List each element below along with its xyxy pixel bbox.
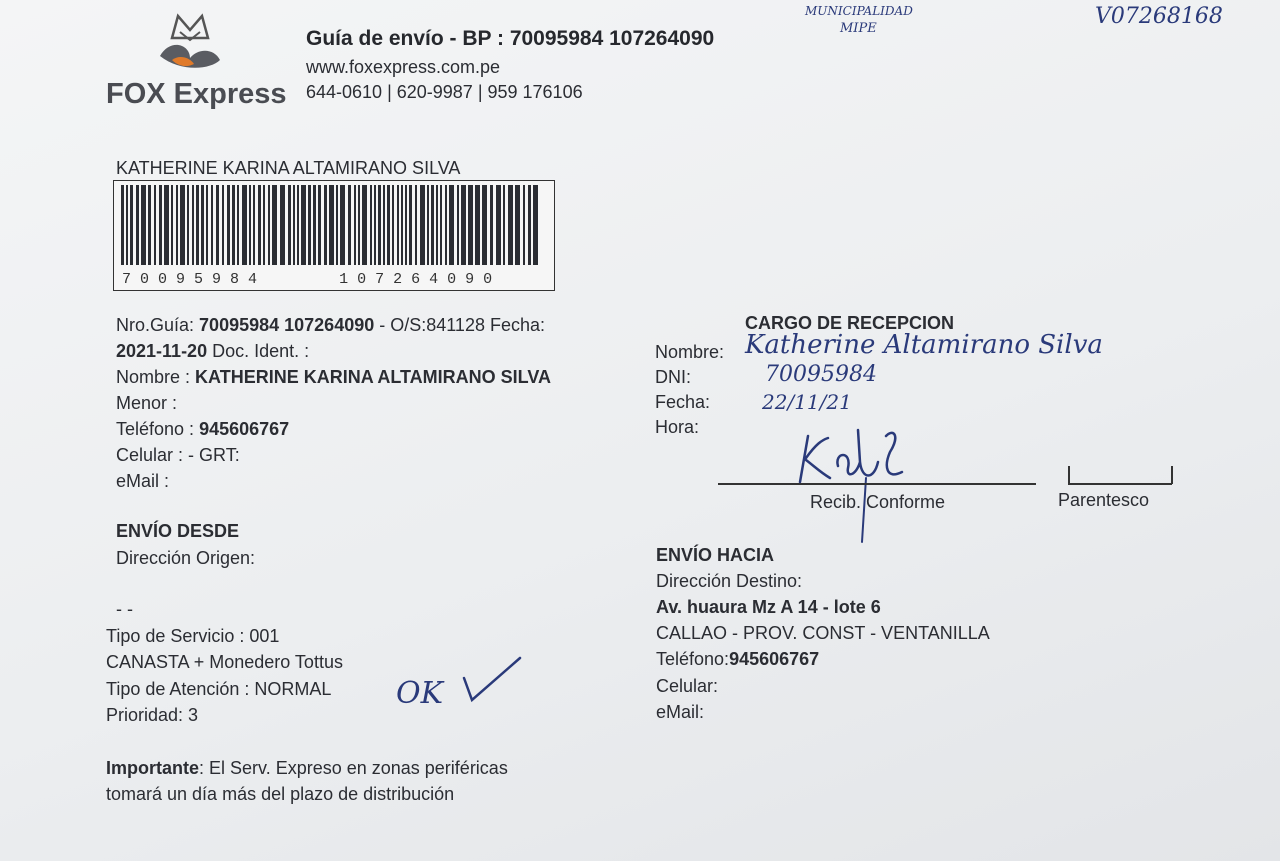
parentesco-line: [1068, 483, 1172, 485]
minor-label: Menor :: [116, 393, 178, 413]
name-value: KATHERINE KARINA ALTAMIRANO SILVA: [195, 367, 552, 387]
barcode-bar: [445, 185, 447, 265]
barcode-bar: [329, 185, 334, 265]
destination-address-label: Dirección Destino:: [656, 571, 803, 591]
priority: Prioridad: 3: [106, 705, 199, 725]
barcode-digits: [122, 271, 492, 288]
barcode-bar: [324, 185, 327, 265]
origin-address-label: Dirección Origen:: [116, 548, 256, 568]
barcode-bar: [358, 185, 360, 265]
barcode-bar: [211, 185, 213, 265]
service-description: CANASTA + Monedero Tottus: [106, 652, 343, 672]
phone-line: [116, 418, 289, 440]
origin-dashes: - -: [116, 599, 133, 619]
barcode-bar: [280, 185, 285, 265]
received-conforme-label: Recib. Conforme: [810, 492, 946, 512]
barcode-bar: [130, 185, 133, 265]
barcode-bar: [431, 185, 434, 265]
barcode-bar: [253, 185, 255, 265]
cellphone-label: Celular : - GRT:: [116, 445, 240, 465]
important-text-1: : El Serv. Expreso en zonas periféricas: [199, 758, 508, 778]
barcode-bar: [496, 185, 501, 265]
barcode-bar: [362, 185, 367, 265]
barcode-bar: [482, 185, 487, 265]
phone-numbers: 644-0610 | 620-9987 | 959 176106: [306, 82, 583, 102]
barcode-bar: [457, 185, 459, 265]
reception-dni-label: DNI:: [655, 367, 691, 387]
barcode-bar: [490, 185, 493, 265]
barcode-bar: [374, 185, 376, 265]
barcode-bar: [436, 185, 438, 265]
reception-name-label: Nombre:: [655, 342, 725, 362]
destination-phone-value: 945606767: [729, 649, 820, 669]
guide-number-value: 70095984 107264090: [199, 315, 375, 335]
barcode-bar: [222, 185, 224, 265]
barcode-bar: [313, 185, 316, 265]
barcode-bar: [187, 185, 189, 265]
destination-cellphone-label: Celular:: [656, 676, 719, 696]
barcode-bar: [440, 185, 442, 265]
barcode-bar: [237, 185, 239, 265]
guide-number-line: [116, 314, 545, 336]
barcode-bar: [196, 185, 199, 265]
email-label: eMail :: [116, 471, 170, 491]
barcode-bar: [378, 185, 381, 265]
barcode-bar: [232, 185, 235, 265]
barcode-bar: [415, 185, 417, 265]
barcode-bar: [164, 185, 169, 265]
handwritten-note-municipalidad: MUNICIPALIDAD: [805, 4, 913, 18]
barcode-bar: [336, 185, 338, 265]
barcode-bar: [242, 185, 247, 265]
handwritten-note-mipe: MIPE: [840, 21, 877, 36]
doc-ident-label: Doc. Ident. :: [207, 341, 310, 361]
phone-label: Teléfono :: [116, 419, 200, 439]
date-doc-line: [116, 340, 309, 362]
destination-address: Av. huaura Mz A 14 - lote 6: [656, 597, 881, 617]
signature-line: [718, 483, 1036, 485]
barcode-bars: [121, 185, 545, 265]
barcode-bar: [528, 185, 531, 265]
send-from-heading: ENVÍO DESDE: [116, 521, 240, 541]
barcode-bar: [468, 185, 473, 265]
barcode-bar: [370, 185, 372, 265]
barcode-bar: [523, 185, 525, 265]
barcode-bar: [268, 185, 270, 265]
important-note-line-2: tomará un día más del plazo de distribución: [106, 784, 455, 804]
important-note-line-1: [106, 757, 508, 779]
barcode-right-digits: 1 0 7 2 6 4 0 9 0: [339, 271, 493, 288]
handwritten-ok: OK: [396, 676, 444, 711]
name-line: [116, 366, 551, 388]
destination-district: CALLAO - PROV. CONST - VENTANILLA: [656, 623, 990, 643]
barcode-bar: [263, 185, 265, 265]
barcode-bar: [297, 185, 299, 265]
recipient-label: KATHERINE KARINA ALTAMIRANO SILVA: [116, 158, 461, 178]
barcode-bar: [420, 185, 425, 265]
parentesco-tick-right: [1171, 466, 1173, 484]
barcode-bar: [159, 185, 162, 265]
barcode-bar: [301, 185, 306, 265]
order-service-and-date-label: - O/S:841128 Fecha:: [374, 315, 545, 335]
barcode-bar: [258, 185, 261, 265]
destination-email-label: eMail:: [656, 702, 705, 722]
guide-number-label: Nro.Guía:: [116, 315, 195, 335]
barcode-bar: [272, 185, 277, 265]
barcode-bar: [515, 185, 520, 265]
barcode-bar: [121, 185, 124, 265]
barcode-bar: [176, 185, 178, 265]
barcode-bar: [148, 185, 151, 265]
barcode-bar: [136, 185, 139, 265]
barcode-bar: [397, 185, 399, 265]
handwritten-receiver-name: Katherine Altamirano Silva: [745, 330, 1103, 360]
handwritten-dni: 70095984: [765, 362, 877, 387]
parentesco-label: Parentesco: [1058, 490, 1150, 510]
barcode-bar: [354, 185, 356, 265]
barcode-bar: [392, 185, 394, 265]
send-to-heading: ENVÍO HACIA: [656, 545, 775, 565]
barcode-bar: [503, 185, 505, 265]
barcode-bar: [475, 185, 480, 265]
fox-logo-icon: [150, 8, 230, 78]
reception-date-label: Fecha:: [655, 392, 711, 412]
phone-value: 945606767: [199, 419, 290, 439]
service-type: Tipo de Servicio : 001: [106, 626, 280, 646]
barcode-bar: [383, 185, 385, 265]
barcode-bar: [227, 185, 230, 265]
name-label: Nombre :: [116, 367, 196, 387]
barcode-bar: [192, 185, 194, 265]
handwritten-code: V07268168: [1095, 4, 1223, 29]
barcode-bar: [449, 185, 454, 265]
handwritten-date: 22/11/21: [762, 390, 852, 414]
barcode-bar: [409, 185, 412, 265]
barcode-bar: [308, 185, 311, 265]
barcode-bar: [180, 185, 185, 265]
barcode-bar: [405, 185, 407, 265]
reception-heading: CARGO DE RECEPCION: [745, 313, 955, 333]
barcode-bar: [318, 185, 321, 265]
important-label: Importante: [106, 758, 200, 778]
barcode-bar: [427, 185, 429, 265]
date-value: 2021-11-20: [116, 341, 208, 361]
barcode-left-digits: 7 0 0 9 5 9 8 4: [122, 271, 258, 288]
barcode-bar: [293, 185, 295, 265]
barcode-bar: [348, 185, 351, 265]
barcode-bar: [340, 185, 345, 265]
barcode-bar: [206, 185, 208, 265]
parentesco-tick-left: [1068, 466, 1070, 484]
checkmark-icon: [458, 654, 524, 706]
barcode-bar: [216, 185, 219, 265]
barcode-bar: [387, 185, 390, 265]
barcode-bar: [154, 185, 156, 265]
barcode-bar: [201, 185, 204, 265]
attention-type: Tipo de Atención : NORMAL: [106, 679, 332, 699]
destination-phone-line: [656, 648, 819, 670]
barcode-bar: [288, 185, 291, 265]
barcode-bar: [508, 185, 513, 265]
barcode: [113, 180, 555, 291]
barcode-bar: [533, 185, 538, 265]
destination-phone-label: Teléfono:: [656, 649, 730, 669]
website: www.foxexpress.com.pe: [306, 57, 501, 77]
brand-logo-text: FOX Express: [106, 78, 287, 110]
barcode-bar: [401, 185, 403, 265]
barcode-bar: [126, 185, 128, 265]
guide-title: Guía de envío - BP : 70095984 107264090: [306, 27, 715, 50]
barcode-bar: [171, 185, 173, 265]
reception-time-label: Hora:: [655, 417, 700, 437]
barcode-bar: [461, 185, 466, 265]
barcode-bar: [141, 185, 146, 265]
barcode-bar: [249, 185, 251, 265]
